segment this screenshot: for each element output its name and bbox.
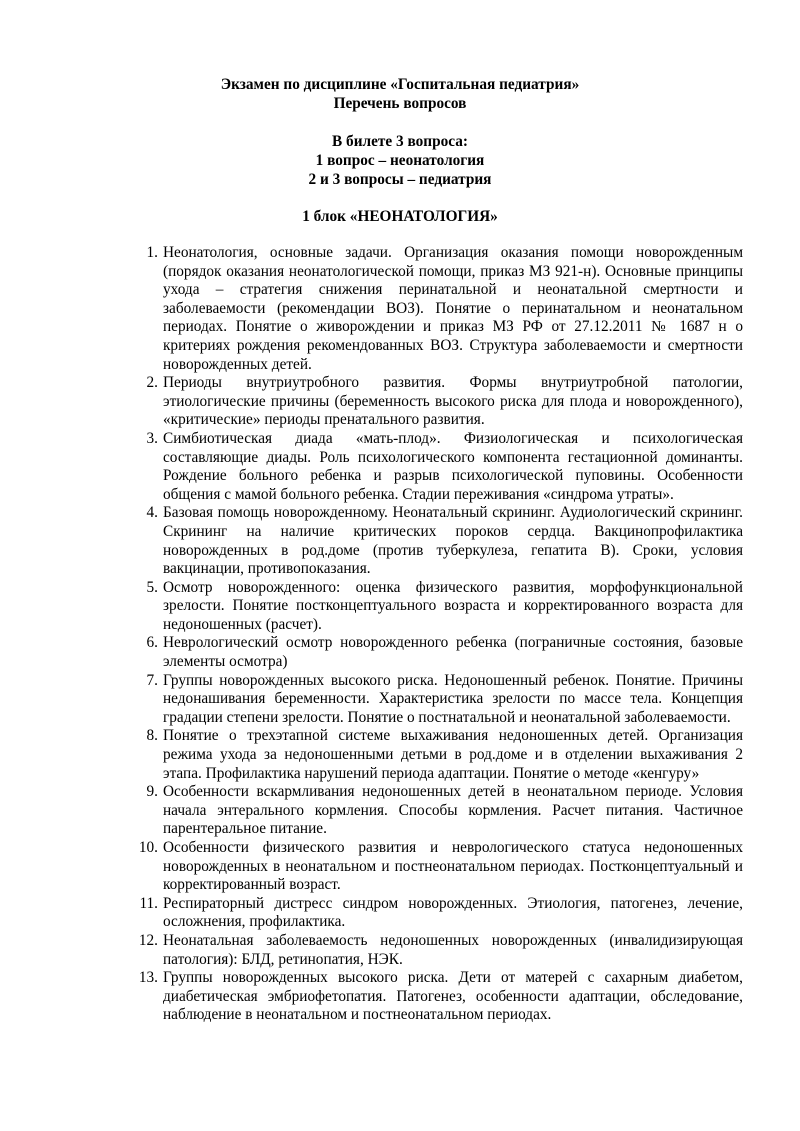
item-number: 5. (146, 578, 158, 596)
item-number: 11. (139, 894, 158, 912)
item-text: Базовая помощь новорожденному. Неонатальный скрининг. Аудиологический скрининг. Скрининг на наличие критических пороков сердца. Вакцинопрофилактика новорожденных в род.доме (против туберкулеза, гепатита В). Сроки, условия вакцинации, противопоказания. (163, 504, 743, 578)
item-text: Респираторный дистресс синдром новорожденных. Этиология, патогенез, лечение, осложнения, профилактика. (163, 894, 743, 931)
questions-list-title: Перечень вопросов (333, 95, 467, 112)
ticket-questions-2-3: 2 и 3 вопросы – педиатрия (308, 171, 492, 188)
item-text: Особенности физического развития и неврологического статуса недоношенных новорожденных в неонатальном и постнеонатальном периодах. Постконцептуальный и корректированный возраст. (163, 839, 743, 894)
list-item (130, 579, 743, 635)
ticket-question-1: 1 вопрос – неонатология (315, 152, 485, 169)
item-text: Симбиотическая диада «мать-плод». Физиологическая и психологическая составляющие диады. Роль психологического компонента гестационной доминанты. Рождение больного ребенка и разрыв психологической пуповины. Особенности общения с мамой больного ребенка. Стадии переживания «синдрома утраты». (163, 429, 743, 503)
item-number: 2. (146, 374, 158, 392)
list-item (130, 504, 743, 578)
item-text: Неврологический осмотр новорожденного ребенка (пограничные состояния, базовые элементы осмотра) (163, 634, 743, 671)
item-text: Понятие о трехэтапной системе выхаживания недоношенных детей. Организация режима ухода за недоношенными детьми в род.доме и в отделении выхаживания 2 этапа. Профилактика нарушений периода адаптации. Понятие о методе «кенгуру» (163, 727, 743, 782)
item-number: 4. (146, 504, 158, 522)
exam-title: Экзамен по дисциплине «Госпитальная педиатрия» (220, 76, 580, 93)
list-item (130, 932, 743, 969)
item-text: Неонатальная заболеваемость недоношенных новорожденных (инвалидизирующая патология): БЛД, ретинопатия, НЭК. (163, 931, 743, 968)
block-title: 1 блок «НЕОНАТОЛОГИЯ» (302, 208, 498, 225)
item-number: 10. (138, 839, 158, 856)
ticket-info-title: В билете 3 вопроса: (332, 133, 468, 150)
item-number: 9. (146, 783, 158, 801)
item-number: 6. (146, 634, 158, 652)
item-number: 7. (146, 671, 158, 689)
item-number: 12. (138, 931, 158, 949)
list-item (130, 783, 743, 839)
list-item (130, 244, 743, 374)
item-text: Периоды внутриутробного развития. Формы внутриутробной патологии, этиологические причины (беременность высокого риска для плода и новорожденного), «критические» периоды пренатального развития. (163, 374, 743, 429)
list-item (130, 839, 743, 895)
item-text: Группы новорожденных высокого риска. Дети от матерей с сахарным диабетом, диабетическая эмбриофетопатия. Патогенез, особенности адаптации, обследование, наблюдение в неонатальном и постнеонатальном периодах. (163, 969, 743, 1024)
item-number: 1. (146, 244, 158, 261)
list-item (130, 672, 743, 728)
item-number: 8. (146, 727, 158, 745)
list-item (130, 430, 743, 504)
item-text: Неонатология, основные задачи. Организация оказания помощи новорожденным (порядок оказания неонатологической помощи, приказ МЗ 921-н). Основные принципы ухода – стратегия снижения перинатальной и неонатальной смертности и заболеваемости (рекомендации ВОЗ). Понятие о перинатальном и неонатальном периодах. Понятие о живорождении и приказ МЗ РФ от 27.12.2011 № 1687 н о критериях рождения рекомендованных ВОЗ. Структура заболеваемости и смертности новорожденных детей. (163, 244, 743, 373)
list-item (130, 895, 743, 932)
list-item (130, 969, 743, 1025)
item-text: Группы новорожденных высокого риска. Недоношенный ребенок. Понятие. Причины недонашивания беременности. Характеристика зрелости по массе тела. Концепция градации степени зрелости. Понятие о постнатальной и неонатальной заболеваемости. (163, 671, 743, 726)
list-item (130, 374, 743, 430)
item-text: Осмотр новорожденного: оценка физического развития, морфофункциональной зрелости. Понятие постконцептуального возраста и корректированного возраста для недоношенных (расчет). (163, 578, 743, 633)
questions-list (130, 244, 743, 1025)
list-item (130, 634, 743, 671)
list-item (130, 727, 743, 783)
item-number: 13. (138, 969, 158, 987)
item-text: Особенности вскармливания недоношенных детей в неонатальном периоде. Условия начала энтерального кормления. Способы кормления. Расчет питания. Частичное парентеральное питание. (163, 783, 743, 838)
item-number: 3. (146, 429, 158, 447)
